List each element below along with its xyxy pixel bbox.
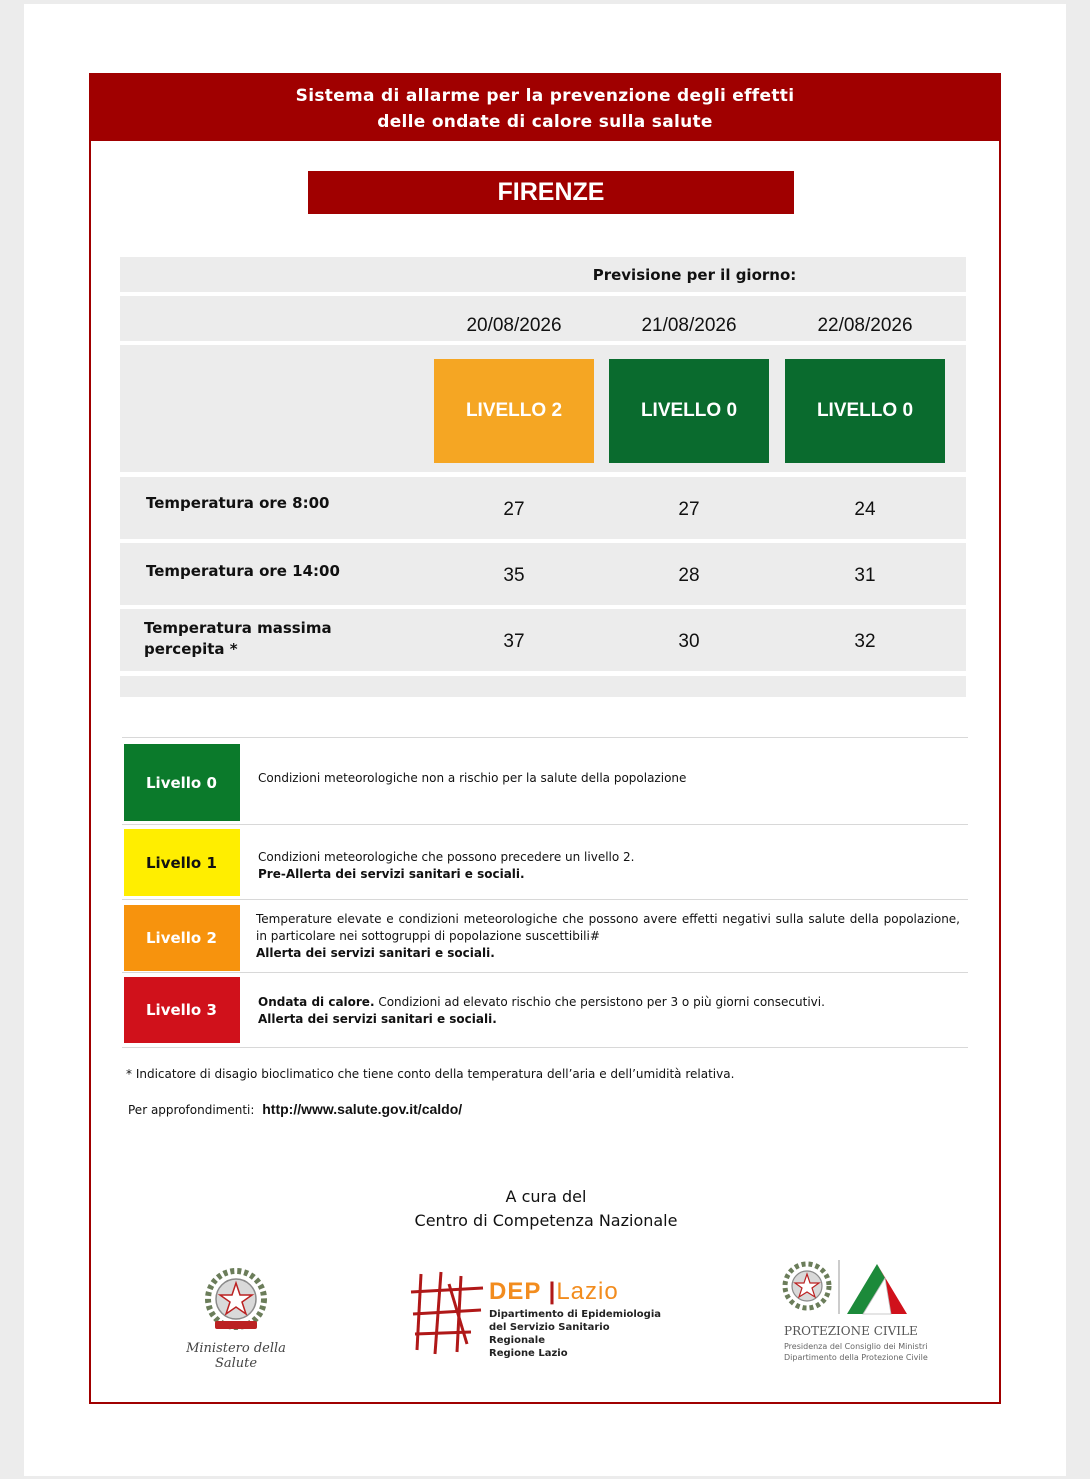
legend-alert-level-2: Allerta dei servizi sanitari e sociali. bbox=[256, 946, 495, 960]
legend-desc-level-3 bbox=[258, 994, 825, 1011]
legend-divider bbox=[122, 824, 968, 825]
city-title: FIRENZE bbox=[308, 171, 794, 214]
forecast-date-1: 20/08/2026 bbox=[466, 315, 562, 336]
dep-lazio-logo bbox=[409, 1270, 669, 1360]
level-badge-day-1: LIVELLO 2 bbox=[434, 359, 594, 463]
more-info-link[interactable]: http://www.salute.gov.it/caldo/ bbox=[262, 1101, 463, 1117]
legend-name-level-0: Livello 0 bbox=[146, 773, 217, 792]
dep-sub-line-1: Dipartimento di Epidemiologia bbox=[489, 1309, 662, 1320]
protezione-civile-logo bbox=[781, 1258, 928, 1368]
legend-name-level-3: Livello 3 bbox=[146, 1001, 217, 1019]
row-label-temp-14: Temperatura ore 14:00 bbox=[146, 562, 340, 580]
temp-14-day-3: 31 bbox=[854, 565, 876, 586]
dep-sub-line-2: del Servizio Sanitario Regionale bbox=[489, 1322, 610, 1346]
header-line-1: Sistema di allarme per la prevenzione degli effetti bbox=[295, 86, 795, 106]
pc-name: PROTEZIONE CIVILE bbox=[784, 1324, 918, 1338]
legend-divider bbox=[122, 972, 968, 973]
bulletin-frame bbox=[89, 73, 1001, 1404]
legend-alert-level-3: Allerta dei servizi sanitari e sociali. bbox=[258, 1012, 497, 1026]
credits-line-2: Centro di Competenza Nazionale bbox=[414, 1211, 678, 1230]
dep-slash-icon: | bbox=[548, 1278, 557, 1305]
legend-swatch-level-2 bbox=[124, 905, 240, 971]
forecast-date-2: 21/08/2026 bbox=[641, 315, 737, 336]
row-label-temp-max bbox=[144, 618, 332, 660]
legend-swatch-level-1 bbox=[124, 829, 240, 896]
dep-sub-line-3: Regione Lazio bbox=[489, 1348, 568, 1359]
legend-divider bbox=[122, 737, 968, 738]
pc-sub-line-1: Presidenza del Consiglio dei Ministri bbox=[784, 1342, 928, 1351]
legend-text-level-0: Condizioni meteorologiche non a rischio per la salute della popolazione bbox=[258, 771, 687, 785]
pc-subtitle bbox=[784, 1341, 928, 1363]
legend-swatch-level-3 bbox=[124, 977, 240, 1043]
italian-emblem-icon bbox=[201, 1265, 271, 1335]
bulletin-header bbox=[91, 75, 999, 141]
temp-14-day-1: 35 bbox=[503, 565, 525, 586]
forecast-date-3: 22/08/2026 bbox=[817, 315, 913, 336]
legend-desc-level-2: Temperature elevate e condizioni meteorologiche che possono avere effetti negativi sulla salute della popolazione, in particolare nei sottogruppi di popolazione suscettibili# bbox=[256, 912, 960, 943]
temp-14-day-2: 28 bbox=[678, 565, 700, 586]
legend-text-level-2 bbox=[256, 911, 960, 962]
legend-swatch-level-0 bbox=[124, 744, 240, 821]
credits bbox=[341, 1185, 751, 1233]
row-label-temp-max-line-1: Temperatura massima bbox=[144, 619, 332, 637]
legend-name-level-2: Livello 2 bbox=[146, 929, 217, 947]
dep-title-b: Lazio bbox=[556, 1278, 619, 1305]
dep-title-a: DEP bbox=[489, 1278, 541, 1305]
forecast-heading: Previsione per il giorno: bbox=[592, 266, 797, 284]
legend-divider bbox=[122, 1047, 968, 1048]
legend-desc-level-1: Condizioni meteorologiche che possono precedere un livello 2. bbox=[258, 850, 635, 864]
header-line-2: delle ondate di calore sulla salute bbox=[377, 112, 713, 132]
credits-line-1: A cura del bbox=[505, 1187, 587, 1206]
legend-text-level-3 bbox=[258, 994, 825, 1028]
legend-lead-level-3: Ondata di calore. bbox=[258, 995, 375, 1009]
more-info-row bbox=[128, 1101, 462, 1117]
protezione-civile-emblem-icon bbox=[781, 1258, 921, 1322]
dep-grid-icon bbox=[409, 1270, 487, 1356]
dep-subtitle bbox=[489, 1308, 669, 1360]
ministero-caption: Ministero della Salute bbox=[186, 1341, 286, 1371]
level-badge-day-3: LIVELLO 0 bbox=[785, 359, 945, 463]
ministero-salute-logo bbox=[176, 1265, 296, 1371]
pc-sub-line-2: Dipartimento della Protezione Civile bbox=[784, 1353, 928, 1362]
level-badge-day-2: LIVELLO 0 bbox=[609, 359, 769, 463]
temp-max-day-2: 30 bbox=[678, 631, 700, 652]
temp-max-day-3: 32 bbox=[854, 631, 876, 652]
more-info-label: Per approfondimenti: bbox=[128, 1103, 255, 1117]
temp-8-day-3: 24 bbox=[854, 499, 876, 520]
legend-name-level-1: Livello 1 bbox=[146, 853, 217, 872]
row-label-temp-max-line-2: percepita * bbox=[144, 640, 238, 658]
legend-divider bbox=[122, 899, 968, 900]
table-footer-band bbox=[120, 676, 966, 697]
temp-8-day-2: 27 bbox=[678, 499, 700, 520]
row-label-temp-8: Temperatura ore 8:00 bbox=[146, 494, 330, 512]
legend-alert-level-1: Pre-Allerta dei servizi sanitari e sociali. bbox=[258, 867, 525, 881]
legend-text-level-1 bbox=[258, 849, 634, 883]
temp-8-day-1: 27 bbox=[503, 499, 525, 520]
temp-max-day-1: 37 bbox=[503, 631, 525, 652]
legend-body-level-3: Condizioni ad elevato rischio che persistono per 3 o più giorni consecutivi. bbox=[374, 995, 825, 1009]
footnote: * Indicatore di disagio bioclimatico che tiene conto della temperatura dell’aria e dell’umidità relativa. bbox=[126, 1067, 735, 1081]
dep-title bbox=[489, 1278, 619, 1306]
